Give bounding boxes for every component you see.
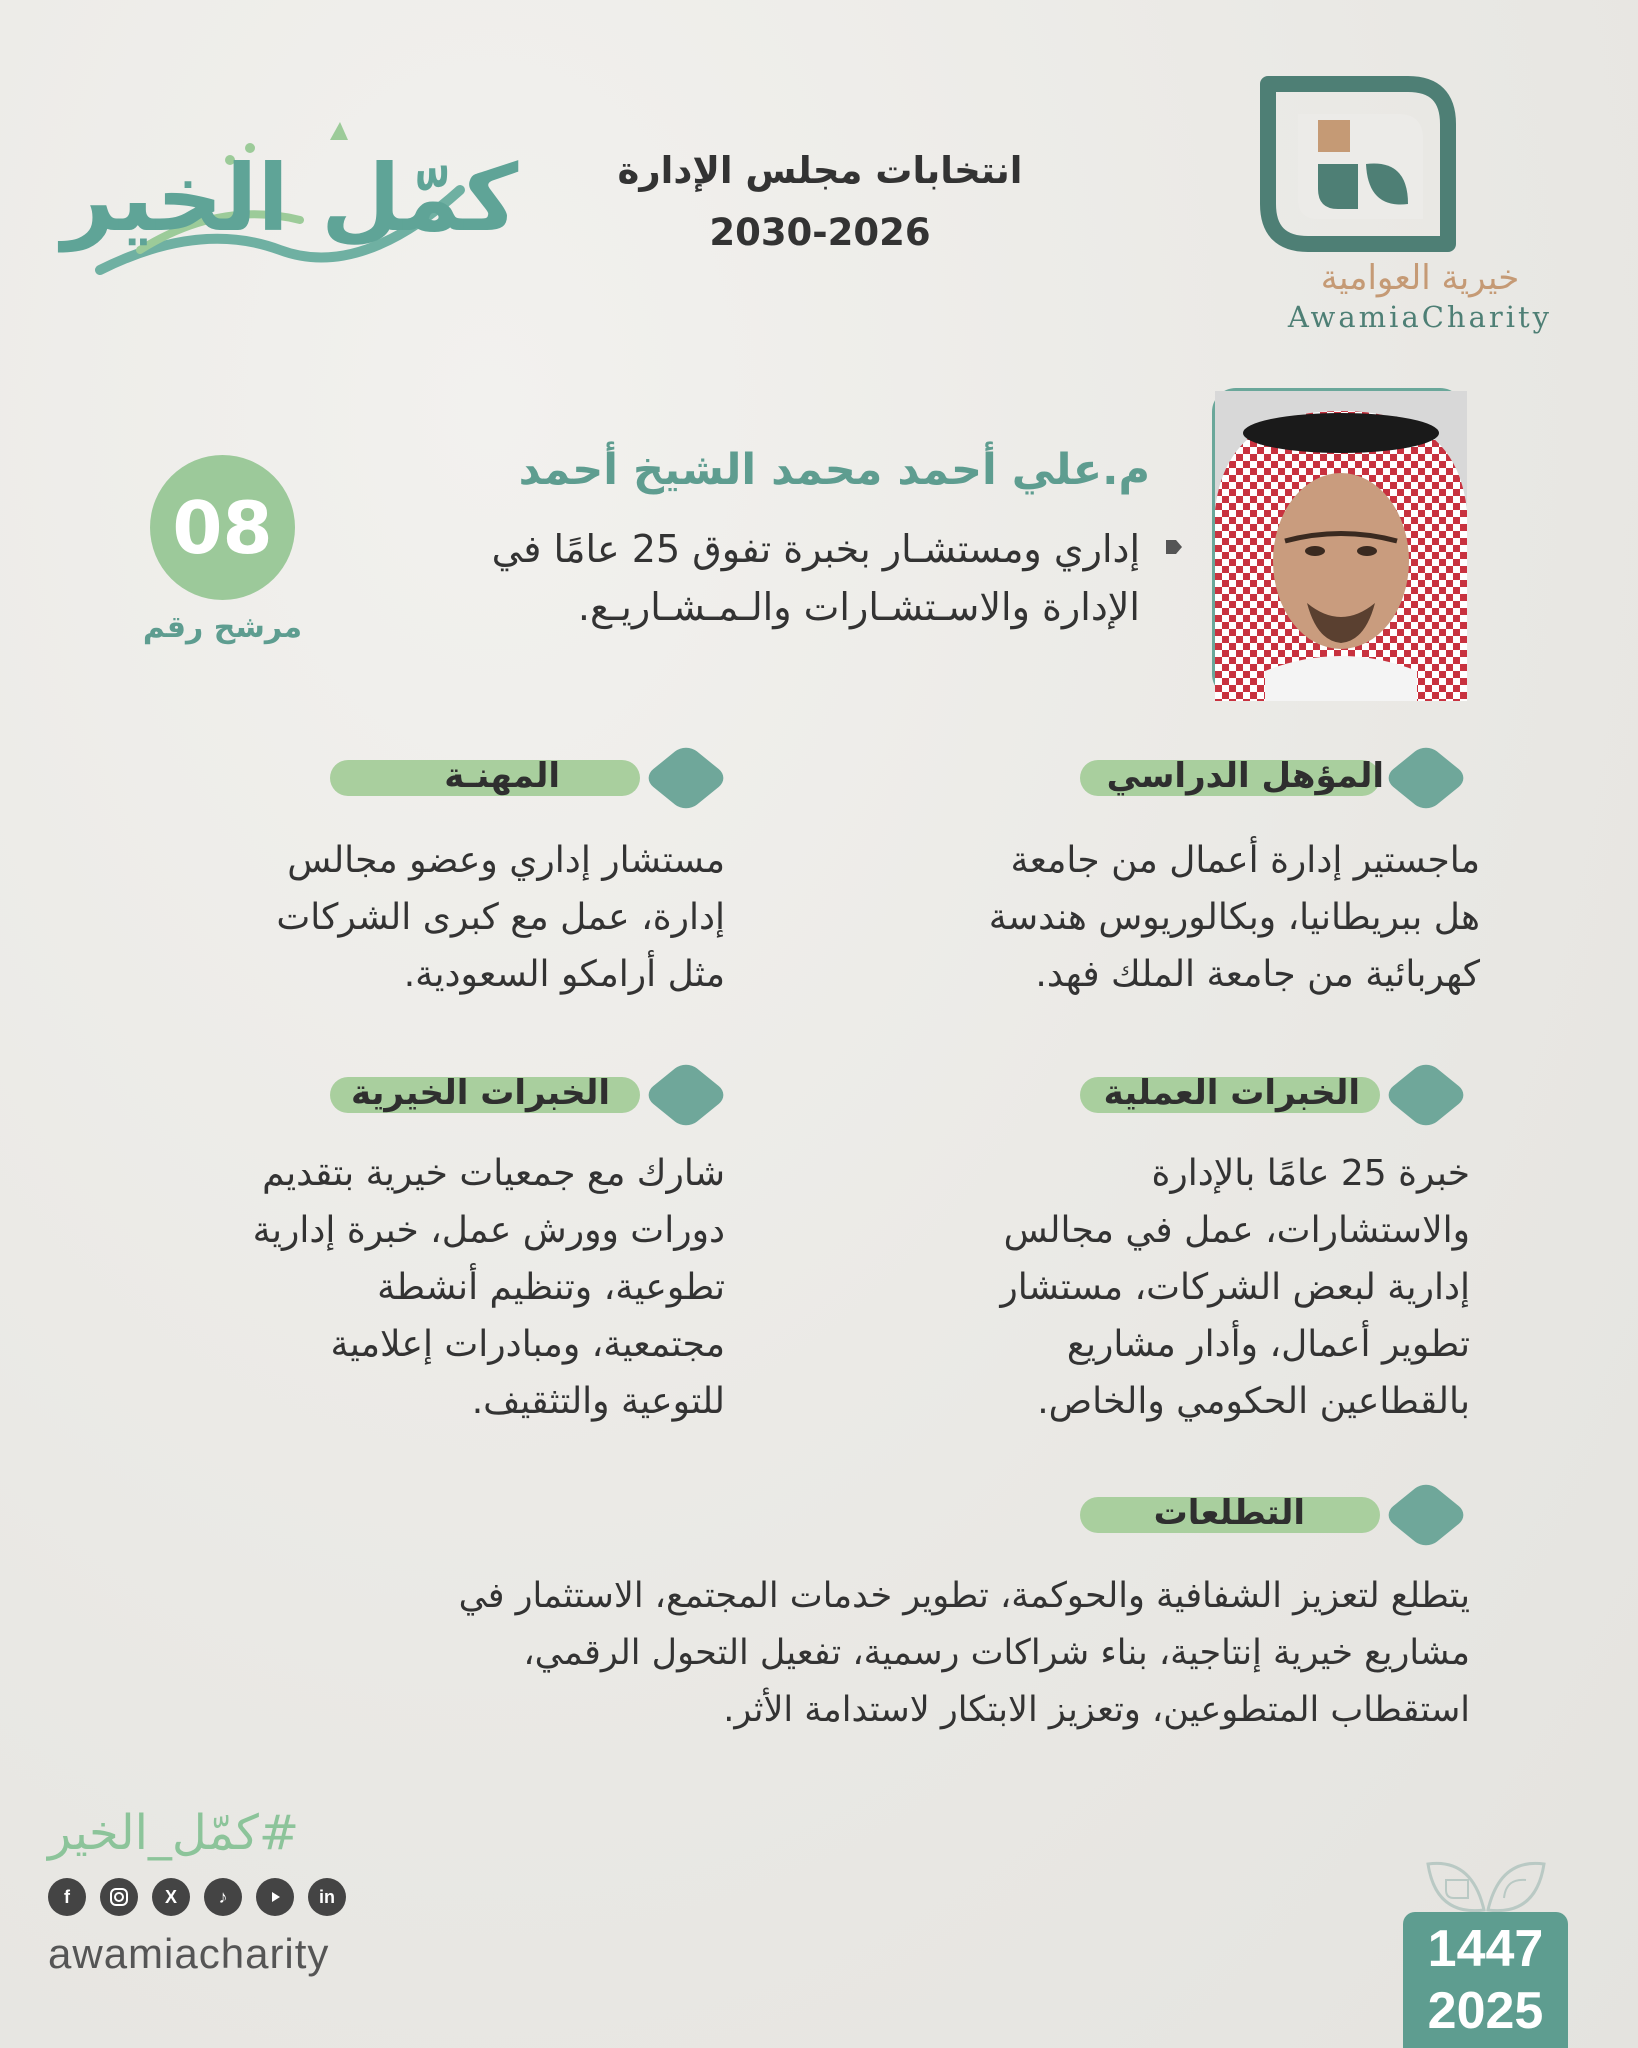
text-line: دورات وورش عمل، خبرة إدارية — [252, 1210, 725, 1251]
candidate-photo — [1212, 388, 1464, 698]
year-badge — [1403, 1912, 1568, 2048]
section-body-aspirations — [170, 1568, 1470, 1739]
org-name-arabic: خيرية العوامية — [1320, 258, 1520, 298]
candidate-number-label: مرشح رقم — [142, 610, 303, 645]
text-line: مشاريع خيرية إنتاجية، بناء شراكات رسمية، تفعيل التحول الرقمي، — [523, 1633, 1470, 1673]
diamond-icon — [642, 743, 730, 814]
diamond-icon — [1382, 1480, 1470, 1551]
text-line: بالقطاعين الحكومي والخاص. — [1037, 1381, 1470, 1422]
tiktok-icon[interactable]: ♪ — [204, 1878, 242, 1916]
section-header-work-experience — [1080, 1065, 1460, 1125]
section-body-work-experience — [905, 1145, 1470, 1430]
section-title: المؤهل الدراسي — [1106, 756, 1384, 796]
campaign-hashtag: #كمّل_الخير — [48, 1805, 300, 1861]
text-line: إدارة، عمل مع كبرى الشركات — [276, 897, 725, 938]
slogan-logo — [61, 100, 519, 290]
text-line: تطوير أعمال، وأدار مشاريع — [1066, 1324, 1470, 1365]
org-name-english: AwamiaCharity — [1287, 300, 1553, 334]
slogan-logo-art — [61, 100, 519, 290]
text-line: شارك مع جمعيات خيرية بتقديم — [262, 1153, 725, 1194]
text-line: يتطلع لتعزيز الشفافية والحوكمة، تطوير خدمات المجتمع، الاستثمار في — [458, 1576, 1470, 1616]
text-line: كهربائية من جامعة الملك فهد. — [1035, 954, 1480, 995]
title-line-1: انتخابات مجلس الإدارة — [617, 149, 1023, 192]
candidate-number: 08 — [150, 455, 295, 600]
text-line: مستشار إداري وعضو مجالس — [287, 840, 725, 881]
text-line: استقطاب المتطوعين، وتعزيز الابتكار لاستدامة الأثر. — [723, 1690, 1470, 1730]
text-line: مجتمعية، ومبادرات إعلامية — [330, 1324, 725, 1365]
leaf-emblem-icon — [1416, 1850, 1556, 1918]
text-line: تطوعية، وتنظيم أنشطة — [377, 1267, 725, 1308]
text-line: والاستشارات، عمل في مجالس — [1003, 1210, 1470, 1251]
year-gregorian: 2025 — [1427, 1982, 1544, 2040]
text-line: ماجستير إدارة أعمال من جامعة — [1010, 840, 1480, 881]
diamond-icon — [1382, 1060, 1470, 1131]
diamond-icon — [642, 1060, 730, 1131]
instagram-icon[interactable] — [100, 1878, 138, 1916]
youtube-icon[interactable] — [256, 1878, 294, 1916]
section-title: المهنـة — [444, 756, 560, 796]
bio-line: الإدارة والاسـتشـارات والـمـشـاريـع. — [577, 585, 1140, 629]
section-header-qualification — [1080, 748, 1460, 808]
section-body-qualification — [905, 832, 1480, 1003]
text-line: إدارية لبعض الشركات، مستشار — [1000, 1267, 1470, 1308]
section-title: التطلعات — [1153, 1493, 1305, 1533]
text-line: مثل أرامكو السعودية. — [403, 954, 725, 995]
title-line-2: 2030-2026 — [709, 211, 931, 254]
year-hijri: 1447 — [1427, 1920, 1544, 1978]
facebook-icon[interactable]: f — [48, 1878, 86, 1916]
social-handle: awamiacharity — [48, 1930, 330, 1977]
awamia-logo-icon — [1258, 74, 1458, 254]
bullet-icon — [1162, 536, 1184, 558]
candidate-bio — [420, 520, 1140, 636]
section-title: الخبرات الخيرية — [351, 1073, 610, 1113]
text-line: هل ببريطانيا، وبكالوريوس هندسة — [988, 897, 1480, 938]
section-header-profession — [330, 748, 720, 808]
section-body-charity-experience — [160, 1145, 725, 1430]
social-links — [48, 1878, 346, 1916]
slogan-logo-text: كمّل الخير — [61, 145, 519, 252]
diamond-icon — [1382, 743, 1470, 814]
candidate-name: م.علي أحمد محمد الشيخ أحمد — [518, 445, 1150, 495]
page-title — [560, 140, 1080, 264]
section-title: الخبرات العملية — [1103, 1073, 1360, 1113]
bio-line: إداري ومستشـار بخبرة تفوق 25 عامًا في — [491, 527, 1140, 571]
text-line: خبرة 25 عامًا بالإدارة — [1151, 1153, 1470, 1194]
linkedin-icon[interactable]: in — [308, 1878, 346, 1916]
text-line: للتوعية والتثقيف. — [471, 1381, 725, 1422]
section-header-charity-experience — [330, 1065, 720, 1125]
x-icon[interactable]: X — [152, 1878, 190, 1916]
section-header-aspirations — [1080, 1485, 1460, 1545]
section-body-profession — [160, 832, 725, 1003]
